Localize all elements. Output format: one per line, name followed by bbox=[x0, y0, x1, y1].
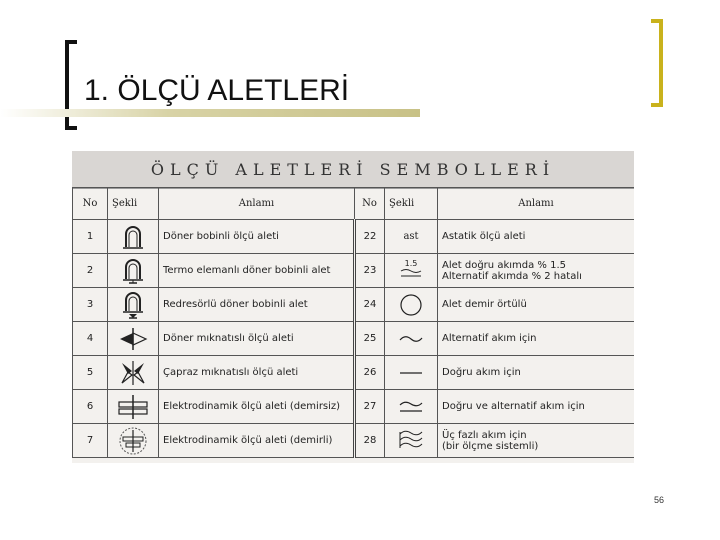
row-meaning-line: (bir ölçme sistemli) bbox=[442, 440, 539, 452]
table-title-bar bbox=[72, 151, 634, 189]
table-row bbox=[73, 254, 635, 288]
header-no-right: No bbox=[355, 188, 385, 220]
page-number: 56 bbox=[654, 495, 665, 505]
table-row bbox=[73, 424, 635, 458]
table-row bbox=[73, 356, 635, 390]
row-no: 3 bbox=[73, 288, 108, 322]
row-no: 24 bbox=[355, 288, 385, 322]
row-meaning bbox=[438, 254, 635, 288]
table-row bbox=[73, 220, 635, 254]
row-meaning: Astatik ölçü aleti bbox=[438, 220, 635, 254]
table-row bbox=[73, 390, 635, 424]
moving-magnet-icon bbox=[108, 322, 159, 356]
electrodynamic-icon bbox=[108, 390, 159, 424]
iron-shield-icon bbox=[385, 288, 438, 322]
thermo-element-coil-icon bbox=[108, 254, 159, 288]
row-meaning-line: Alet doğru akımda % 1.5 bbox=[442, 259, 566, 271]
accuracy-class-label: 1.5 bbox=[404, 259, 418, 268]
row-meaning: Elektrodinamik ölçü aleti (demirli) bbox=[159, 424, 355, 458]
title-bracket-right bbox=[651, 19, 663, 107]
ac-wave-icon bbox=[385, 322, 438, 356]
ac-dc-icon bbox=[385, 390, 438, 424]
dc-line-icon bbox=[385, 356, 438, 390]
row-no: 27 bbox=[355, 390, 385, 424]
row-meaning: Doğru ve alternatif akım için bbox=[438, 390, 635, 424]
row-meaning: Termo elemanlı döner bobinli alet bbox=[159, 254, 355, 288]
slide-title: 1. ÖLÇÜ ALETLERİ bbox=[84, 74, 350, 107]
row-no: 25 bbox=[355, 322, 385, 356]
row-meaning: Elektrodinamik ölçü aleti (demirsiz) bbox=[159, 390, 355, 424]
row-no: 28 bbox=[355, 424, 385, 458]
row-meaning: Çapraz mıknatıslı ölçü aleti bbox=[159, 356, 355, 390]
row-no: 2 bbox=[73, 254, 108, 288]
row-meaning: Alternatif akım için bbox=[438, 322, 635, 356]
moving-coil-icon bbox=[108, 220, 159, 254]
row-no: 4 bbox=[73, 322, 108, 356]
row-meaning: Redresörlü döner bobinli alet bbox=[159, 288, 355, 322]
row-meaning-line: Üç fazlı akım için bbox=[442, 429, 527, 441]
cross-magnet-icon bbox=[108, 356, 159, 390]
row-no: 26 bbox=[355, 356, 385, 390]
row-meaning: Alet demir örtülü bbox=[438, 288, 635, 322]
header-sekli-right: Şekli bbox=[385, 188, 438, 220]
row-meaning-line: Alternatif akımda % 2 hatalı bbox=[442, 270, 582, 282]
row-no: 5 bbox=[73, 356, 108, 390]
table-title: ÖLÇÜ ALETLERİ SEMBOLLERİ bbox=[150, 160, 556, 179]
table-header-row bbox=[73, 188, 635, 220]
header-sekli-left: Şekli bbox=[108, 188, 159, 220]
header-anlami-right: Anlamı bbox=[438, 188, 635, 220]
row-meaning: Döner bobinli ölçü aleti bbox=[159, 220, 355, 254]
header-no-left: No bbox=[73, 188, 108, 220]
row-no: 1 bbox=[73, 220, 108, 254]
astatic-label: ast bbox=[403, 231, 419, 242]
shielded-electrodynamic-icon bbox=[108, 424, 159, 458]
three-phase-icon bbox=[385, 424, 438, 458]
astatic-symbol bbox=[385, 220, 438, 254]
row-no: 23 bbox=[355, 254, 385, 288]
symbols-table bbox=[72, 187, 634, 458]
accuracy-class-symbol bbox=[385, 254, 438, 288]
rectifier-coil-icon bbox=[108, 288, 159, 322]
row-no: 7 bbox=[73, 424, 108, 458]
row-no: 6 bbox=[73, 390, 108, 424]
title-underline-band bbox=[0, 109, 420, 117]
row-meaning: Doğru akım için bbox=[438, 356, 635, 390]
header-anlami-left: Anlamı bbox=[159, 188, 355, 220]
table-row bbox=[73, 322, 635, 356]
row-meaning bbox=[438, 424, 635, 458]
symbols-table-image bbox=[72, 151, 634, 463]
row-meaning: Döner mıknatıslı ölçü aleti bbox=[159, 322, 355, 356]
row-no: 22 bbox=[355, 220, 385, 254]
table-row bbox=[73, 288, 635, 322]
